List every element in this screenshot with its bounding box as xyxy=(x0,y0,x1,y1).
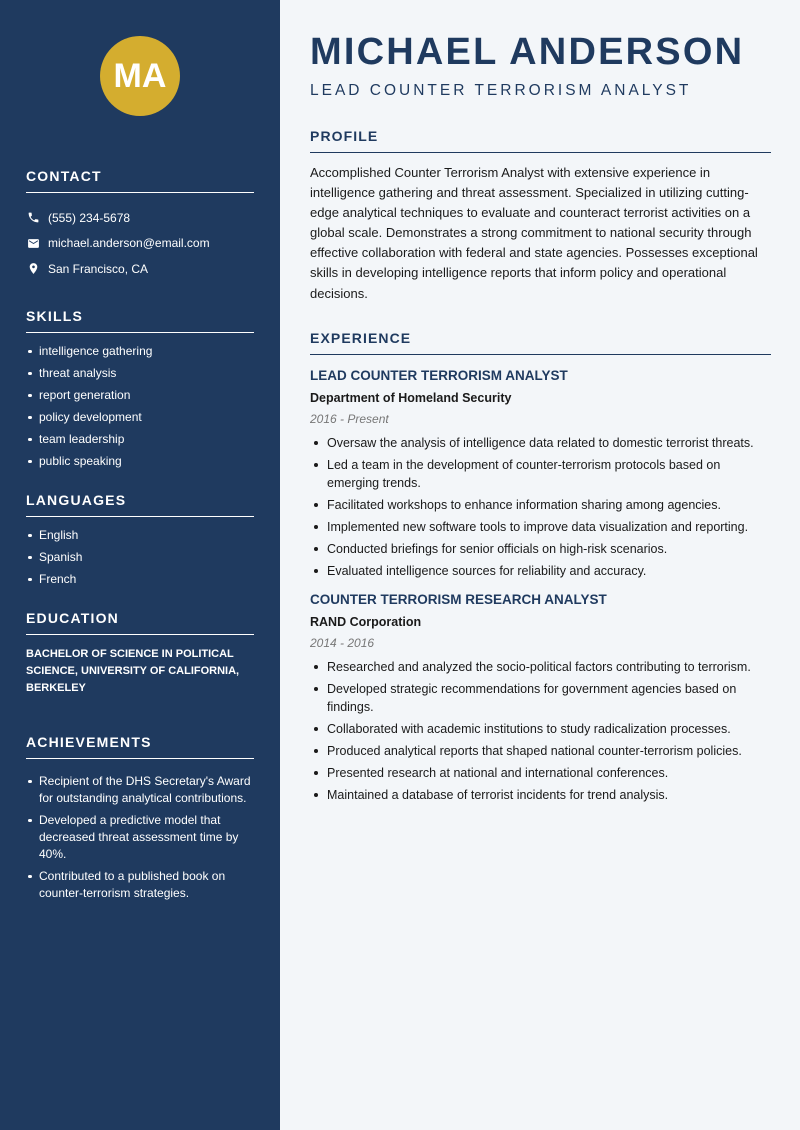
job-title: COUNTER TERRORISM RESEARCH ANALYST xyxy=(310,591,607,607)
list-item: Collaborated with academic institutions to study radicalization processes. xyxy=(310,720,771,738)
profile-heading: PROFILE xyxy=(310,128,771,153)
company-name: Department of Homeland Security xyxy=(310,390,512,405)
list-item: Led a team in the development of counter-terrorism protocols based on emerging trends. xyxy=(310,456,771,492)
list-item: French xyxy=(26,571,254,588)
achievements-heading: ACHIEVEMENTS xyxy=(26,734,254,759)
skills-list xyxy=(26,343,254,470)
list-item: Developed a predictive model that decreased threat assessment time by 40%. xyxy=(26,812,254,863)
phone-icon xyxy=(26,211,40,225)
list-item: Spanish xyxy=(26,549,254,566)
job-bullets xyxy=(310,434,771,580)
list-item: Recipient of the DHS Secretary's Award for outstanding analytical contributions. xyxy=(26,773,254,807)
email-text: michael.anderson@email.com xyxy=(48,236,210,251)
contact-location xyxy=(26,256,254,282)
list-item: policy development xyxy=(26,409,254,426)
job-bullets xyxy=(310,658,771,804)
list-item: Presented research at national and international conferences. xyxy=(310,764,771,782)
main-content xyxy=(280,0,800,1130)
list-item: report generation xyxy=(26,387,254,404)
list-item: Conducted briefings for senior officials on high-risk scenarios. xyxy=(310,540,771,558)
achievements-list xyxy=(26,773,254,902)
languages-list xyxy=(26,527,254,588)
profile-text: Accomplished Counter Terrorism Analyst with extensive experience in intelligence gathering and threat assessment. Specialized in utilizing cutting-edge analytical techniques to evaluate and counteract terrorist activities on a global scale. Demonstrates a strong commitment to national security through effective collaboration with federal and state agencies. Possesses exceptional skills in developing intelligence reports that inform policy and operational decisions. xyxy=(310,165,758,301)
education-section xyxy=(26,610,254,697)
company-name: RAND Corporation xyxy=(310,614,422,629)
contact-phone xyxy=(26,205,254,231)
contact-list xyxy=(26,205,254,282)
achievements-section xyxy=(26,734,254,902)
profile-section xyxy=(310,128,771,304)
job-dates: 2014 - 2016 xyxy=(310,635,375,650)
contact-section xyxy=(26,168,254,282)
job-title: LEAD COUNTER TERRORISM ANALYST xyxy=(310,367,568,383)
list-item: Developed strategic recommendations for government agencies based on findings. xyxy=(310,680,771,716)
job-dates: 2016 - Present xyxy=(310,411,389,426)
contact-email xyxy=(26,231,254,257)
skills-section xyxy=(26,308,254,470)
experience-heading: EXPERIENCE xyxy=(310,330,771,355)
job-title-header: LEAD COUNTER TERRORISM ANALYST xyxy=(310,82,692,99)
location-text: San Francisco, CA xyxy=(48,261,149,276)
list-item: Facilitated workshops to enhance information sharing among agencies. xyxy=(310,496,771,514)
list-item: Implemented new software tools to improve data visualization and reporting. xyxy=(310,518,771,536)
languages-section xyxy=(26,492,254,588)
list-item: public speaking xyxy=(26,453,254,470)
list-item: Evaluated intelligence sources for reliability and accuracy. xyxy=(310,562,771,580)
skills-heading: SKILLS xyxy=(26,308,254,333)
list-item: Contributed to a published book on counter-terrorism strategies. xyxy=(26,868,254,902)
initials-avatar: MA xyxy=(100,36,180,116)
list-item: Maintained a database of terrorist incidents for trend analysis. xyxy=(310,786,771,804)
contact-heading: CONTACT xyxy=(26,168,254,193)
job-entry xyxy=(310,592,771,804)
email-icon xyxy=(26,236,40,250)
person-name: MICHAEL ANDERSON xyxy=(310,31,745,73)
education-heading: EDUCATION xyxy=(26,610,254,635)
location-pin-icon xyxy=(26,262,40,276)
job-entry xyxy=(310,368,771,580)
languages-heading: LANGUAGES xyxy=(26,492,254,517)
list-item: Produced analytical reports that shaped national counter-terrorism policies. xyxy=(310,742,771,760)
list-item: English xyxy=(26,527,254,544)
list-item: threat analysis xyxy=(26,365,254,382)
list-item: Oversaw the analysis of intelligence data related to domestic terrorist threats. xyxy=(310,434,771,452)
experience-section xyxy=(310,330,771,804)
list-item: team leadership xyxy=(26,431,254,448)
education-degree: BACHELOR OF SCIENCE IN POLITICAL SCIENCE, UNIVERSITY OF CALIFORNIA, BERKELEY xyxy=(26,647,240,694)
list-item: intelligence gathering xyxy=(26,343,254,360)
sidebar xyxy=(0,0,280,1130)
phone-text: (555) 234-5678 xyxy=(48,210,131,225)
list-item: Researched and analyzed the socio-political factors contributing to terrorism. xyxy=(310,658,771,676)
